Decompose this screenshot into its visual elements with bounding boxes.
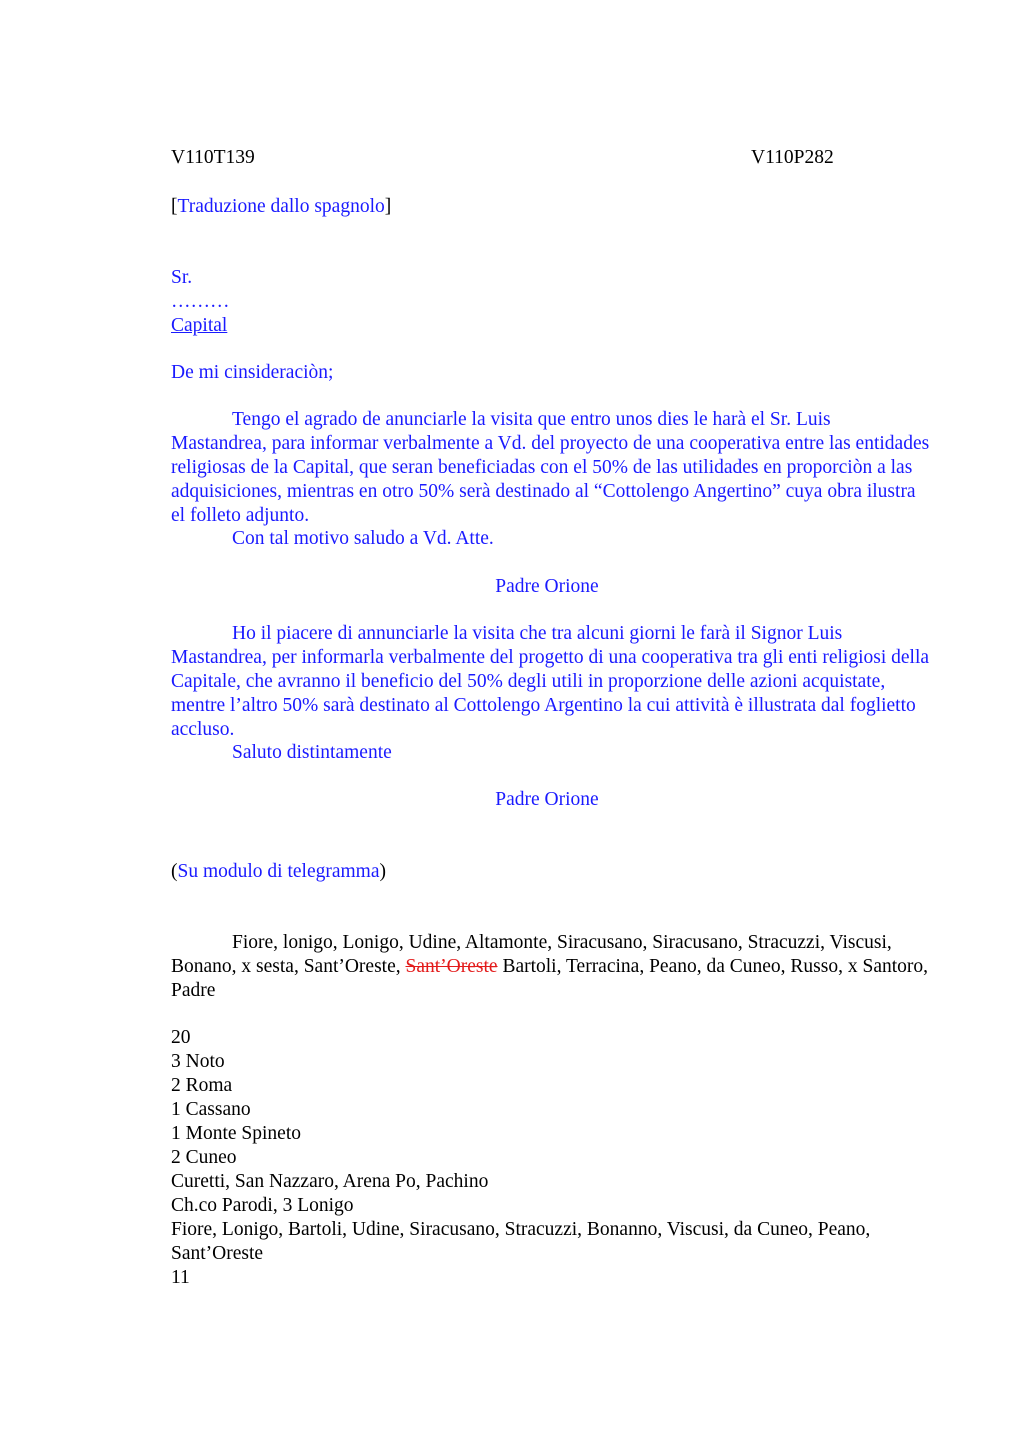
italian-signature: Padre Orione [495, 789, 599, 810]
address-salutation: Sr. [171, 267, 193, 288]
bracket-close: ] [384, 196, 392, 217]
translation-note-text: Traduzione dallo spagnolo [177, 196, 385, 217]
header-left-code: V110T139 [171, 147, 255, 168]
spanish-paragraph: Tengo el agrado de anunciarle la visita que entro unos dies le harà el Sr. Luis Mastandrea, para informar verbalmente a Vd. del proyecto de una cooperativa entre las entidades religiosas de la Capital, que seran beneficiadas con el 50% de las utilidades en proporciòn a las adquisiciones, mientras en otro 50% serà destinado al “Cottolengo Angertino” cuya obra ilustra el folleto adjunto. [171, 409, 930, 526]
tally-line: 20 [171, 1027, 191, 1048]
italian-paragraph: Ho il piacere di annunciarle la visita che tra alcuni giorni le farà il Signor Luis Mastandrea, per informarla verbalmente del progetto di una cooperativa tra gli enti religiosi della Capitale, che avranno il beneficio del 50% degli utili in proporzione delle azioni acquistate, mentre l’altro 50% sarà destinato al Cottolengo Argentino la cui attività è illustrata dal foglietto accluso. [171, 623, 930, 740]
tally-line: Ch.co Parodi, 3 Lonigo [171, 1195, 354, 1216]
paren-open: ( [171, 861, 178, 882]
telegram-note [171, 860, 931, 884]
tally-line: 1 Monte Spineto [171, 1123, 301, 1144]
translation-note [171, 195, 931, 219]
paren-close: ) [379, 861, 387, 882]
tally-list [171, 1026, 931, 1290]
address-dots: ……… [171, 291, 230, 312]
tally-line: 2 Roma [171, 1075, 233, 1096]
tally-line: Fiore, Lonigo, Bartoli, Udine, Siracusano, Stracuzzi, Bonanno, Viscusi, da Cuneo, Peano, Sant’Oreste [171, 1219, 871, 1264]
tally-line: 1 Cassano [171, 1099, 251, 1120]
italian-closing: Saluto distintamente [232, 742, 392, 763]
bracket-open: [ [171, 196, 178, 217]
names-list-before: Fiore, lonigo, Lonigo, Udine, Altamonte, Siracusano, Siracusano, Stracuzzi, Viscusi, Bonano, x sesta, Sant’Oreste, [171, 932, 892, 977]
telegram-note-text: Su modulo di telegramma [177, 861, 380, 882]
header-right-code: V110P282 [751, 147, 834, 168]
spanish-closing: Con tal motivo saludo a Vd. Atte. [232, 528, 494, 549]
tally-line: 11 [171, 1267, 190, 1288]
names-list-after: Bartoli, Terracina, Peano, da Cuneo, Russo, x Santoro, Padre [171, 956, 929, 1001]
address-block [171, 266, 931, 338]
address-city: Capital [171, 315, 228, 336]
names-list-struck: Sant’Oreste [405, 956, 498, 977]
tally-line: 3 Noto [171, 1051, 225, 1072]
spanish-signature: Padre Orione [495, 576, 599, 597]
tally-line: Curetti, San Nazzaro, Arena Po, Pachino [171, 1171, 489, 1192]
tally-line: 2 Cuneo [171, 1147, 237, 1168]
greeting: De mi cinsideraciòn; [171, 362, 334, 383]
names-list [171, 931, 931, 1003]
